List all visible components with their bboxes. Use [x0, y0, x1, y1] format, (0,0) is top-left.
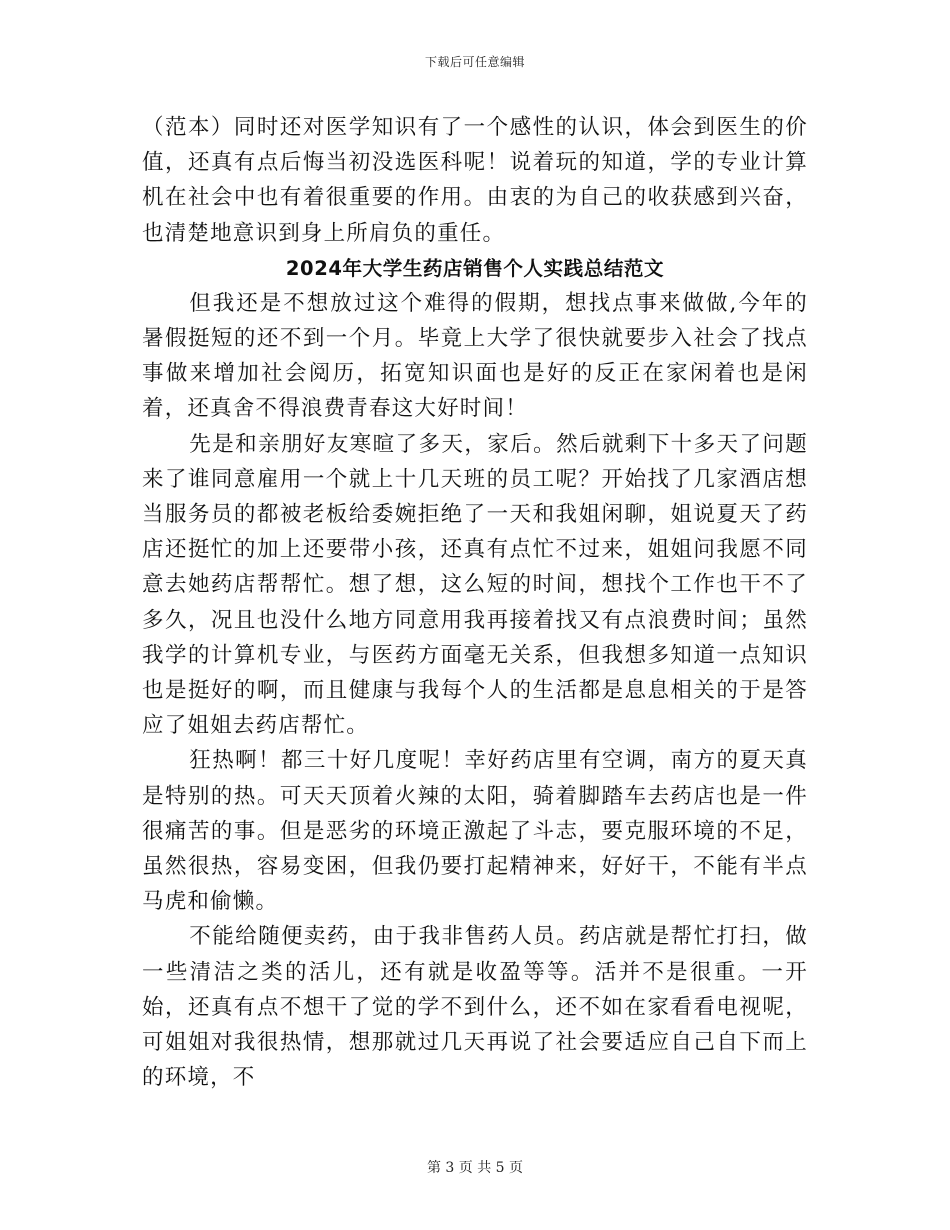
- body-paragraph-2: 先是和亲朋好友寒暄了多天，家后。然后就剩下十多天了问题来了谁同意雇用一个就上十几天班的员工呢？开始找了几家酒店想当服务员的都被老板给委婉拒绝了一天和我姐闲聊，姐说夏天了药店还挺忙的加上还要带小孩，还真有点忙不过来，姐姐问我愿不同意去她药店帮帮忙。想了想，这么短的时间，想找个工作也干不了多久，况且也没什么地方同意用我再接着找又有点浪费时间；虽然我学的计算机专业，与医药方面毫无关系，但我想多知道一点知识也是挺好的啊，而且健康与我每个人的生活都是息息相关的于是答应了姐姐去药店帮忙。: [142, 431, 808, 739]
- section-title: 2024年大学生药店销售个人实践总结范文: [285, 256, 665, 280]
- intro-paragraph: （范本）同时还对医学知识有了一个感性的认识，体会到医生的价值，还真有点后悔当初没选医科呢！说着玩的知道，学的专业计算机在社会中也有着很重要的作用。由衷的为自己的收获感到兴奋，也清楚地意识到身上所肩负的重任。: [142, 115, 808, 246]
- body-paragraph-1: 但我还是不想放过这个难得的假期，想找点事来做做,今年的暑假挺短的还不到一个月。毕竟上大学了很快就要步入社会了找点事做来增加社会阅历，拓宽知识面也是好的反正在家闲着也是闲着，还真舍不得浪费青春这大好时间！: [142, 290, 808, 422]
- page-header: 下载后可任意编辑: [424, 55, 525, 69]
- document-body: [142, 110, 808, 1095]
- page-number: 第 3 页 共 5 页: [426, 1160, 524, 1176]
- body-paragraph-3: 狂热啊！都三十好几度呢！幸好药店里有空调，南方的夏天真是特别的热。可天天顶着火辣的太阳，骑着脚踏车去药店也是一件很痛苦的事。但是恶劣的环境正激起了斗志，要克服环境的不足，虽然很热，容易变困，但我仍要打起精神来，好好干，不能有半点马虎和偷懒。: [142, 748, 808, 915]
- body-paragraph-4: 不能给随便卖药，由于我非售药人员。药店就是帮忙打扫，做一些清洁之类的活儿，还有就是收盈等等。活并不是很重。一开始，还真有点不想干了觉的学不到什么，还不如在家看看电视呢，可姐姐对我很热情，想那就过几天再说了社会要适应自己自下而上的环境，不: [142, 924, 808, 1091]
